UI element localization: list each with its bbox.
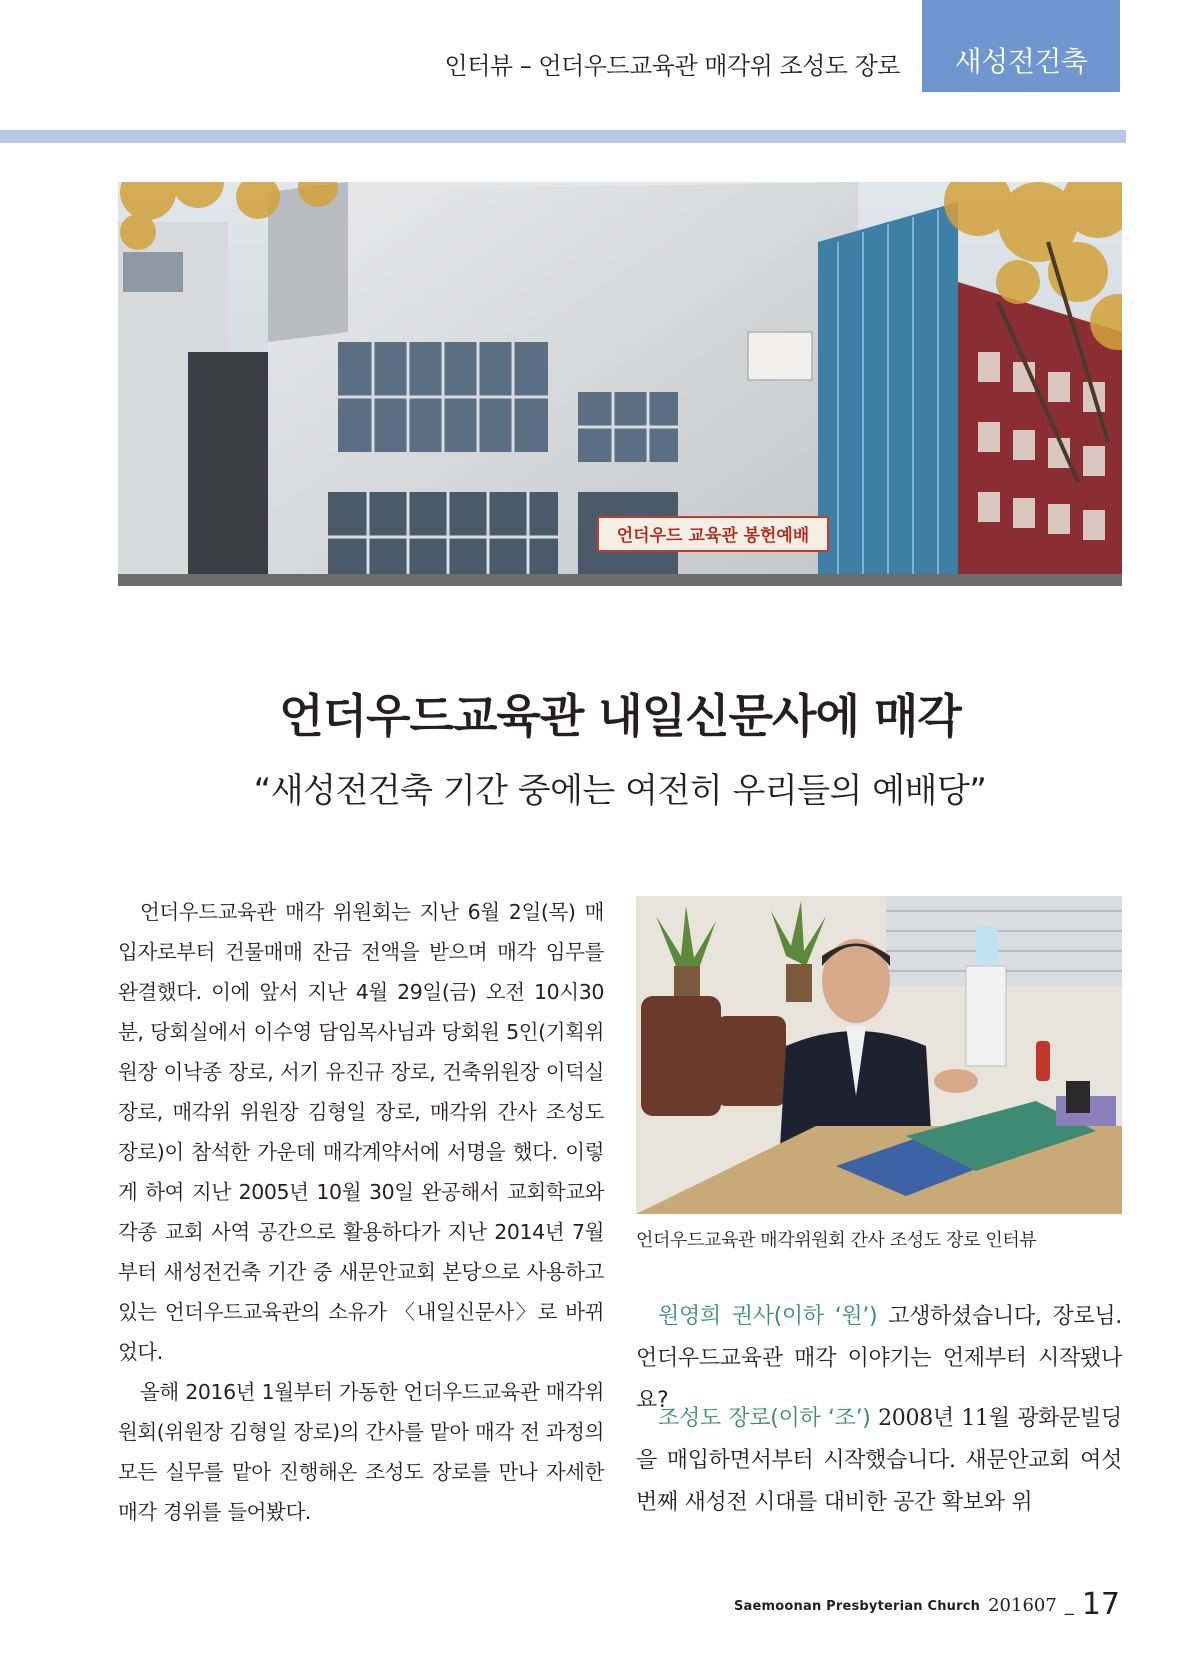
speaker-label: 원영희 권사(이하 ‘원’) (658, 1304, 878, 1329)
qa-text: 2008년 11월 광화문빌딩을 매입하면서부터 시작했습니다. 새문안교회 여섯 번째 새성전 시대를 대비한 공간 확보와 위 (636, 1406, 1122, 1515)
church-name: Saemoonan Presbyterian Church (733, 1599, 981, 1614)
building-photo (118, 182, 1122, 586)
article-body-left (118, 892, 604, 1532)
qa-text: 고생하셨습니다, 장로님. 언더우드교육관 매각 이야기는 언제부터 시작됐나요? (636, 1304, 1122, 1413)
interview-photo (636, 896, 1122, 1214)
running-title: 인터뷰 – 언더우드교육관 매각위 조성도 장로 (444, 52, 900, 80)
interview-photo-icon (636, 896, 1122, 1214)
banner-text: 언더우드 교육관 봉헌예배 (616, 526, 810, 546)
footer-separator: _ (1064, 1595, 1074, 1616)
body-paragraph: 언더우드교육관 매각 위원회는 지난 6월 2일(목) 매입자로부터 건물매매 잔금 전액을 받으며 매각 임무를 완결했다. 이에 앞서 지난 4월 29일(금) 오전 10시30분, 당회실에서 이수영 담임목사님과 당회원 5인(기획위원장 이낙종 장로, 서기 유진규 장로, 건축위원장 이덕실 장로, 매각위 위원장 김형일 장로, 매각위 간사 조성도 장로)이 참석한 가운데 매각계약서에 서명을 했다. 이렇게 하여 지난 2005년 10월 30일 완공해서 교회학교와 각종 교회 사역 공간으로 활용하다가 지난 2014년 7월부터 새성전건축 기간 중 새문안교회 본당으로 사용하고 있는 언더우드교육관의 소유가 〈내일신문사〉로 바뀌었다. (118, 900, 604, 1364)
photo-caption: 언더우드교육관 매각위원회 간사 조성도 장로 인터뷰 (636, 1230, 1037, 1251)
section-tab: 새성전건축 (922, 0, 1120, 92)
qa-answer (636, 1398, 1122, 1524)
speaker-label: 조성도 장로(이하 ‘조’) (658, 1406, 871, 1431)
body-paragraph: 올해 2016년 1월부터 가동한 언더우드교육관 매각위원회(위원장 김형일 장로)의 간사를 맡아 매각 전 과정의 모든 실무를 맡아 진행해온 조성도 장로를 만나 자세한 매각 경위를 들어봤다. (118, 1380, 604, 1524)
issue-number: 201607 (988, 1595, 1057, 1616)
article-subtitle: “새성전건축 기간 중에는 여전히 우리들의 예배당” (253, 771, 987, 811)
article-title: 언더우드교육관 내일신문사에 매각 (279, 689, 961, 743)
page-number: 17 (1081, 1587, 1120, 1622)
building-photo-icon (118, 182, 1122, 586)
page-footer (734, 1580, 1120, 1620)
header-divider-bar (0, 130, 1126, 143)
